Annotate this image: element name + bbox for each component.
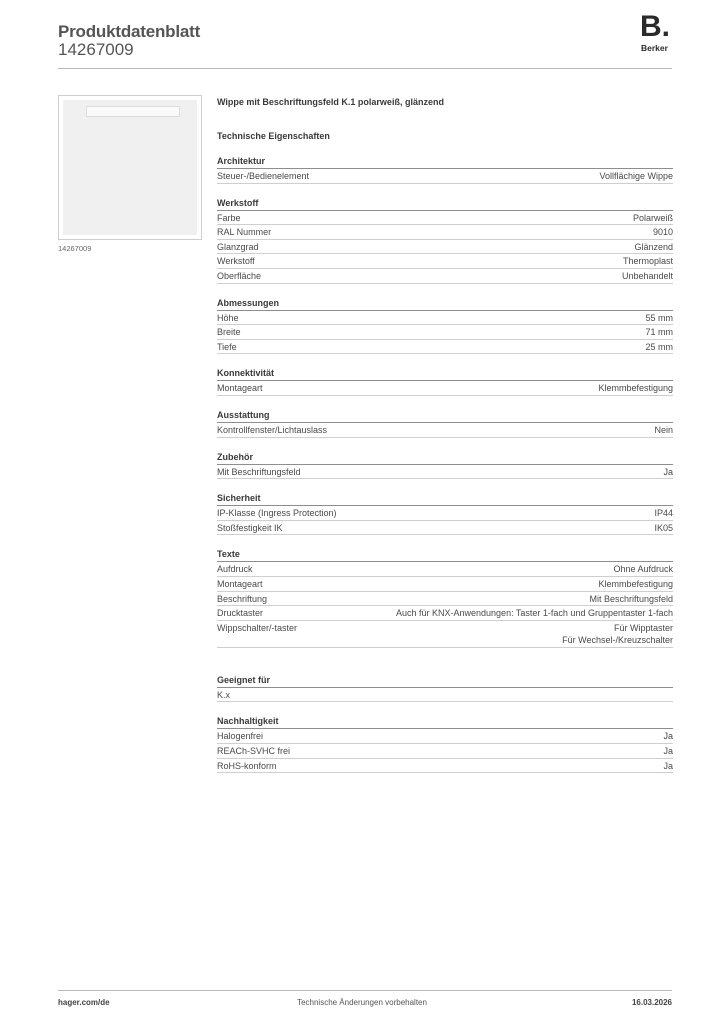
spec-section [217, 715, 673, 773]
spec-value-line: Vollflächige Wippe [599, 171, 673, 181]
spec-value [654, 424, 673, 437]
spec-row [217, 577, 673, 592]
spec-row [217, 423, 673, 438]
spec-value-line: Für Wechsel-/Kreuzschalter [562, 635, 673, 646]
spec-value-line: IP44 [654, 508, 673, 519]
spec-key: Beschriftung [217, 593, 268, 604]
spec-value-line: Klemmbefestigung [598, 383, 673, 394]
spec-value [598, 382, 673, 395]
spec-value-line: Für Wipptaster [613, 622, 673, 633]
spec-section [217, 409, 673, 438]
label-field [86, 106, 180, 117]
logo-letter: B. [640, 10, 670, 43]
spec-row [217, 311, 673, 326]
spec-row [217, 562, 673, 577]
spec-value-line: Ja [663, 466, 673, 477]
spec-key: Steuer-/Bedienelement [217, 171, 310, 181]
spec-section [217, 674, 673, 703]
spec-value [663, 466, 673, 479]
section-title: Konnektivität [217, 367, 673, 381]
spec-value [599, 170, 673, 183]
technical-properties-heading: Technische Eigenschaften [217, 131, 330, 141]
spec-value-line: Glänzend [634, 241, 673, 252]
spec-key: Drucktaster [217, 608, 264, 619]
spec-value-line: Ja [663, 760, 673, 771]
spec-key: IP-Klasse (Ingress Protection) [217, 508, 337, 519]
spec-value [613, 563, 673, 576]
footer-date: 16.03.2026 [631, 998, 672, 1007]
spec-value [654, 522, 673, 535]
spec-value [598, 578, 673, 591]
spec-row [217, 325, 673, 340]
spec-key: Mit Beschriftungsfeld [217, 466, 301, 477]
spec-value-line: 25 mm [645, 341, 673, 352]
section-title: Geeignet für [217, 674, 673, 688]
header-divider [58, 68, 672, 69]
spec-row [217, 225, 673, 240]
spec-key: Wippschalter/-taster [217, 622, 298, 633]
spec-value-line: Auch für KNX-Anwendungen: Taster 1-fach und Gruppentaster 1-fach [396, 608, 673, 619]
spec-value [589, 593, 673, 606]
logo-text: Berker [641, 43, 668, 53]
spec-value [663, 760, 673, 773]
spec-section [217, 548, 673, 648]
section-title: Architektur [217, 155, 673, 169]
spec-section [217, 297, 673, 355]
spec-value [622, 270, 673, 283]
spec-value-line: Mit Beschriftungsfeld [589, 593, 673, 604]
spec-row [217, 592, 673, 607]
spec-value-line: Ohne Aufdruck [613, 564, 673, 575]
spec-key: Glanzgrad [217, 241, 259, 252]
spec-row [217, 688, 673, 703]
spec-value-line: 9010 [652, 227, 673, 238]
spec-key: Halogenfrei [217, 731, 264, 742]
section-title: Zubehör [217, 451, 673, 465]
spec-key: Höhe [217, 312, 239, 323]
spec-section [217, 367, 673, 396]
spec-value-line: Nein [654, 424, 673, 435]
spec-row [217, 169, 673, 184]
spec-key: Stoßfestigkeit IK [217, 522, 283, 533]
spec-row [217, 621, 673, 648]
spec-row [217, 211, 673, 226]
spec-row [217, 254, 673, 269]
berker-logo [640, 10, 674, 56]
spec-value [396, 607, 673, 620]
spec-row [217, 729, 673, 744]
spec-value [633, 212, 673, 225]
spec-section [217, 451, 673, 480]
spec-value [623, 255, 673, 268]
spec-value-line: Thermoplast [622, 256, 673, 267]
spec-section [217, 492, 673, 535]
product-name: Wippe mit Beschriftungsfeld K.1 polarweiß, glänzend [217, 97, 444, 107]
spec-value [645, 312, 673, 325]
document-title: Produktdatenblatt [58, 22, 201, 41]
spec-row [217, 381, 673, 396]
spec-value [663, 745, 673, 758]
footer-website: hager.com/de [58, 998, 110, 1007]
spec-value [645, 341, 673, 354]
rocker-face [63, 100, 197, 235]
spec-section [217, 197, 673, 284]
product-image [58, 95, 202, 240]
spec-key: Aufdruck [217, 564, 253, 575]
spec-value-line: IK05 [654, 522, 673, 533]
spec-row [217, 240, 673, 255]
spec-row [217, 759, 673, 774]
spec-value-line: 55 mm [645, 312, 673, 323]
document-number: 14267009 [58, 40, 134, 59]
spec-section [217, 155, 673, 184]
spec-value [634, 241, 673, 254]
section-title: Nachhaltigkeit [217, 715, 673, 729]
section-title: Abmessungen [217, 297, 673, 311]
spec-key: RoHS-konform [217, 760, 277, 771]
spec-row [217, 606, 673, 621]
spec-key: Breite [217, 327, 241, 338]
spec-row [217, 269, 673, 284]
spec-key: RAL Nummer [217, 227, 272, 238]
spec-value-line: Klemmbefestigung [598, 578, 673, 589]
spec-key: Oberfläche [217, 270, 262, 281]
spec-row [217, 744, 673, 759]
footer-divider [58, 990, 672, 991]
spec-key: Montageart [217, 578, 263, 589]
spec-row [217, 465, 673, 480]
spec-value-line: 71 mm [645, 327, 673, 338]
spec-value [663, 730, 673, 743]
spec-value [645, 326, 673, 339]
spec-key: Farbe [217, 212, 241, 223]
spec-sections [217, 155, 673, 773]
spec-key: REACh-SVHC frei [217, 746, 291, 757]
spec-row [217, 340, 673, 355]
spec-value [653, 226, 673, 239]
spec-value-line: Polarweiß [632, 212, 673, 223]
spec-value-line: Ja [663, 731, 673, 742]
spec-value-line: Ja [663, 746, 673, 757]
spec-key: Tiefe [217, 341, 237, 352]
spec-row [217, 521, 673, 536]
image-caption: 14267009 [58, 244, 92, 253]
spec-value-line: Unbehandelt [621, 270, 673, 281]
spec-key: K.x [217, 689, 231, 700]
footer-disclaimer: Technische Änderungen vorbehalten [297, 998, 427, 1007]
section-title: Sicherheit [217, 492, 673, 506]
section-title: Texte [217, 548, 673, 562]
spec-key: Montageart [217, 383, 263, 394]
spec-column [217, 96, 673, 773]
spec-key: Werkstoff [217, 256, 255, 267]
section-title: Ausstattung [217, 409, 673, 423]
spec-key: Kontrollfenster/Lichtauslass [217, 424, 328, 435]
section-title: Werkstoff [217, 197, 673, 211]
spec-value [562, 622, 673, 647]
spec-row [217, 506, 673, 521]
spec-value [654, 507, 673, 520]
